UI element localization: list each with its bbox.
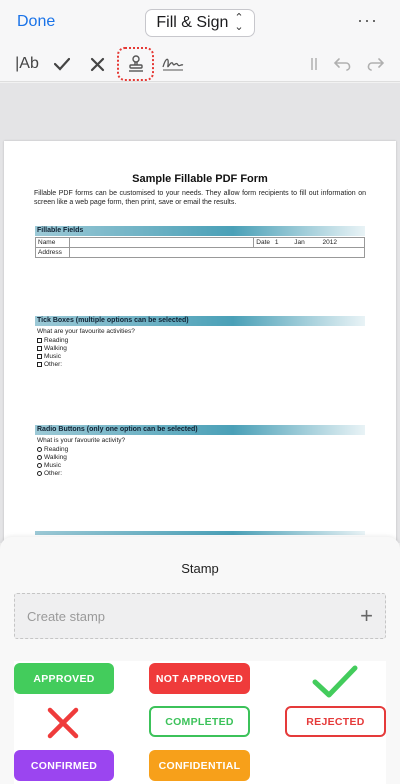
radio-reading[interactable]: Reading bbox=[37, 446, 68, 453]
date-field[interactable] bbox=[254, 238, 365, 248]
cross-icon bbox=[90, 57, 105, 72]
next-section-heading bbox=[35, 531, 365, 535]
undo-button[interactable] bbox=[332, 50, 354, 78]
cross-tool-button[interactable] bbox=[86, 50, 108, 78]
redo-button[interactable] bbox=[364, 50, 386, 78]
stamp-panel-title: Stamp bbox=[181, 561, 219, 576]
stamp-grid bbox=[14, 661, 386, 784]
checkbox-walking[interactable]: Walking bbox=[37, 345, 67, 352]
chevron-updown-icon: ⌃ ⌄ bbox=[234, 12, 244, 33]
pdf-title: Sample Fillable PDF Form bbox=[132, 173, 268, 185]
checkbox-other[interactable]: Other: bbox=[37, 361, 62, 368]
green-checkmark-icon bbox=[310, 664, 360, 700]
radio-walking[interactable]: Walking bbox=[37, 454, 67, 461]
undo-icon bbox=[333, 56, 353, 72]
pdf-page[interactable] bbox=[4, 141, 396, 561]
stamp-approved[interactable]: APPROVED bbox=[14, 663, 114, 694]
fillable-fields-heading: Fillable Fields bbox=[35, 226, 365, 236]
fillable-fields-table bbox=[35, 237, 365, 258]
mode-title: Fill & Sign bbox=[156, 14, 229, 31]
checkmark-icon bbox=[54, 57, 70, 71]
pdf-description: Fillable PDF forms can be customised to your needs. They allow form recipients to fill out information on screen like a web page form, then print, save or email the results. bbox=[34, 190, 366, 206]
stamp-confirmed[interactable]: CONFIRMED bbox=[14, 750, 114, 781]
stamp-completed[interactable]: COMPLETED bbox=[149, 706, 250, 737]
date-day: 1 bbox=[274, 239, 279, 246]
checkmark-tool-button[interactable] bbox=[50, 50, 74, 78]
separator-icon bbox=[306, 50, 322, 78]
stamp-rejected[interactable]: REJECTED bbox=[285, 706, 386, 737]
checkbox-music[interactable]: Music bbox=[37, 353, 61, 360]
name-field[interactable] bbox=[69, 238, 253, 248]
name-label: Name bbox=[36, 238, 70, 248]
redo-icon bbox=[365, 56, 385, 72]
annotation-toolbar bbox=[0, 46, 400, 82]
tick-boxes-heading: Tick Boxes (multiple options can be selected) bbox=[35, 316, 365, 326]
more-options-icon[interactable]: ··· bbox=[357, 10, 378, 30]
radio-question: What is your favourite activity? bbox=[37, 437, 126, 444]
stamp-tool-button[interactable] bbox=[117, 47, 154, 81]
checkbox-reading[interactable]: Reading bbox=[37, 337, 68, 344]
radio-other[interactable]: Other: bbox=[37, 470, 62, 477]
text-tool-button[interactable] bbox=[12, 50, 42, 78]
stamp-confidential[interactable]: CONFIDENTIAL bbox=[149, 750, 250, 781]
done-button[interactable]: Done bbox=[17, 13, 56, 30]
date-year: 2012 bbox=[322, 239, 338, 246]
stamp-not-approved[interactable]: NOT APPROVED bbox=[149, 663, 250, 694]
signature-icon bbox=[161, 55, 185, 73]
date-month: Jan bbox=[294, 239, 305, 246]
stamp-panel bbox=[0, 537, 400, 784]
date-label: Date bbox=[256, 239, 270, 246]
stamp-checkmark[interactable] bbox=[310, 664, 360, 700]
create-stamp-label: Create stamp bbox=[27, 608, 106, 624]
signature-tool-button[interactable] bbox=[160, 50, 186, 78]
tick-question: What are your favourite activities? bbox=[37, 328, 135, 335]
plus-icon: + bbox=[360, 603, 373, 628]
stamp-cross[interactable] bbox=[47, 707, 79, 739]
text-tool-label: |Ab bbox=[15, 55, 39, 72]
address-field[interactable] bbox=[69, 248, 364, 258]
document-viewer[interactable] bbox=[0, 83, 400, 543]
create-stamp-button[interactable] bbox=[14, 593, 386, 639]
address-label: Address bbox=[36, 248, 70, 258]
mode-selector[interactable] bbox=[145, 9, 255, 37]
radio-buttons-heading: Radio Buttons (only one option can be selected) bbox=[35, 425, 365, 435]
radio-music[interactable]: Music bbox=[37, 462, 61, 469]
top-nav-bar bbox=[0, 0, 400, 46]
red-cross-icon bbox=[47, 707, 79, 739]
stamp-icon bbox=[126, 54, 146, 74]
